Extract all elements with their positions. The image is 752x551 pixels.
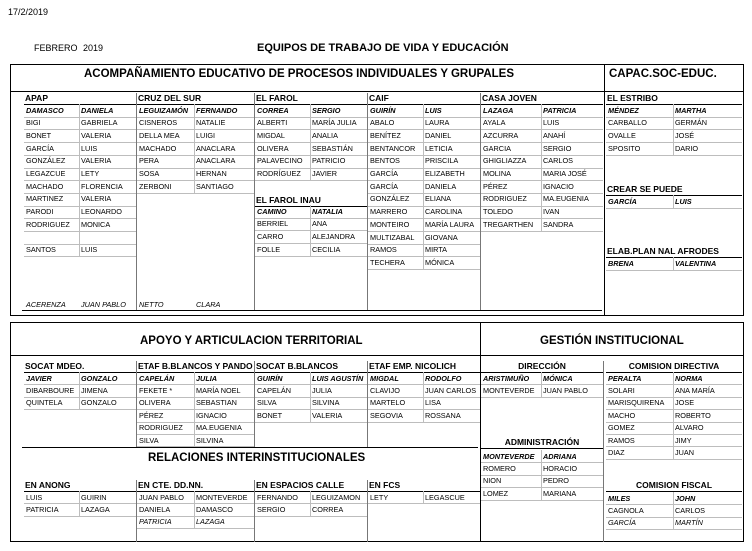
- row-divider: [24, 117, 136, 118]
- name-cell: CARRO: [257, 231, 284, 241]
- name-cell: MULTIZABAL: [370, 232, 415, 242]
- name-cell: VALERIA: [81, 194, 112, 204]
- subheader-cell: MILES: [608, 493, 631, 503]
- name-cell: MONTEIRO: [370, 219, 410, 229]
- column-divider: [79, 104, 80, 256]
- name-cell: AYALA: [483, 118, 506, 128]
- group-title: DIRECCIÓN: [518, 361, 566, 371]
- name-cell: NION: [483, 476, 502, 486]
- name-cell: PARODI: [26, 207, 54, 217]
- group-title: ADMINISTRACIÓN: [504, 437, 580, 447]
- group-title: ELAB.PLAN NAL AFRODES: [607, 246, 719, 256]
- name-cell: MARTÍN: [675, 518, 703, 528]
- name-cell: CAPELÁN: [257, 385, 292, 395]
- name-cell: DIBARBOURE: [26, 385, 75, 395]
- column-divider: [423, 372, 424, 422]
- name-cell: SERGIO: [543, 143, 572, 153]
- row-divider: [255, 256, 367, 257]
- name-cell: CAROLINA: [425, 207, 463, 217]
- name-cell: GHIGLIAZZA: [483, 156, 527, 166]
- table-border: [136, 93, 137, 310]
- group-title: CREAR SE PUEDE: [607, 184, 683, 194]
- subheader-cell: LUIS: [675, 196, 692, 206]
- name-cell: RODRIGUEZ: [483, 194, 527, 204]
- name-cell: DANIELA: [425, 181, 457, 191]
- name-cell: MACHO: [608, 410, 636, 420]
- row-divider: [606, 270, 742, 271]
- row-divider: [481, 231, 603, 232]
- name-cell: CECILIA: [312, 244, 341, 254]
- subheader-cell: MÓNICA: [543, 373, 573, 383]
- row-divider: [606, 155, 742, 156]
- name-cell: JIMENA: [81, 385, 108, 395]
- section-capac: CAPAC.SOC-EDUC.: [609, 68, 717, 80]
- subheader-cell: LAZAGA: [483, 105, 514, 115]
- row-divider: [606, 529, 742, 530]
- footer-cell: CLARA: [196, 300, 221, 309]
- name-cell: VALERIA: [81, 156, 112, 166]
- column-divider: [541, 450, 542, 500]
- name-cell: SILVINA: [312, 398, 340, 408]
- column-divider: [673, 195, 674, 208]
- row-divider: [24, 231, 136, 232]
- subheader-cell: CORREA: [257, 105, 289, 115]
- name-cell: ALVARO: [675, 423, 704, 433]
- name-cell: SEBASTIÁN: [312, 143, 353, 153]
- subheader-cell: NORMA: [675, 373, 703, 383]
- subheader-cell: GUIRÍN: [370, 105, 396, 115]
- name-cell: LISA: [425, 398, 441, 408]
- column-divider: [423, 104, 424, 269]
- column-divider: [194, 104, 195, 193]
- column-divider: [310, 491, 311, 516]
- section-gestion: GESTIÓN INSTITUCIONAL: [540, 335, 684, 347]
- name-cell: LAZAGA: [196, 517, 225, 527]
- name-cell: GONZÁLEZ: [370, 194, 410, 204]
- footer-cell: JUAN PABLO: [81, 300, 126, 309]
- row-divider: [606, 459, 742, 460]
- name-cell: MARTELO: [370, 398, 406, 408]
- column-divider: [310, 104, 311, 180]
- name-cell: LEGASCUE: [425, 492, 465, 502]
- name-cell: GERMÁN: [675, 118, 708, 128]
- table-border: [136, 361, 137, 447]
- name-cell: GIOVANA: [425, 232, 458, 242]
- subheader-cell: PATRICIA: [543, 105, 577, 115]
- subheader-cell: JULIA: [196, 373, 218, 383]
- name-cell: OLIVERA: [139, 398, 171, 408]
- name-cell: MARIANA: [543, 488, 577, 498]
- name-cell: JOSE: [675, 398, 695, 408]
- section-relaciones: RELACIONES INTERINSTITUCIONALES: [148, 452, 366, 464]
- row-divider: [137, 446, 254, 447]
- group-title: SOCAT MDEO.: [25, 361, 85, 371]
- footer-cell: ACERENZA: [26, 300, 66, 309]
- name-cell: MARTINEZ: [26, 194, 64, 204]
- name-cell: DANIELA: [139, 504, 171, 514]
- table-border: [136, 480, 137, 542]
- table-border: [367, 93, 368, 310]
- subheader-cell: CAMINO: [257, 206, 287, 216]
- name-cell: ALBERTI: [257, 118, 288, 128]
- row-divider: [137, 193, 254, 194]
- name-cell: HERNAN: [196, 169, 227, 178]
- name-cell: RODRIGUEZ: [26, 219, 70, 229]
- group-title: CAIF: [369, 93, 389, 103]
- name-cell: PÉREZ: [483, 181, 508, 191]
- name-cell: MACHADO: [26, 181, 64, 191]
- subheader-cell: JOHN: [675, 493, 696, 503]
- name-cell: BONET: [257, 410, 283, 420]
- row-divider: [255, 180, 367, 181]
- name-cell: ANAHÍ: [543, 130, 566, 140]
- name-cell: BONET: [26, 130, 52, 140]
- name-cell: LUIS: [26, 492, 43, 502]
- group-title: CRUZ DEL SUR: [138, 93, 202, 103]
- subheader-cell: LEGUIZAMÓN: [139, 105, 189, 115]
- name-cell: IGNACIO: [196, 410, 227, 420]
- column-divider: [194, 372, 195, 446]
- name-cell: JAVIER: [312, 169, 338, 178]
- name-cell: SOLARI: [608, 385, 635, 395]
- name-cell: ANA: [312, 219, 328, 229]
- subheader-cell: DAMASCO: [26, 105, 64, 115]
- name-cell: DARIO: [675, 143, 699, 153]
- name-cell: ROMERO: [483, 463, 516, 473]
- name-cell: LEONARDO: [81, 207, 122, 217]
- name-cell: GONZALO: [81, 398, 117, 408]
- name-cell: MIRTA: [425, 245, 448, 255]
- name-cell: LAURA: [425, 118, 450, 128]
- name-cell: GARCIA: [483, 143, 511, 153]
- name-cell: ELIANA: [425, 194, 451, 204]
- name-cell: SEBASTIAN: [196, 398, 237, 408]
- row-divider: [24, 409, 136, 410]
- name-cell: JIMY: [675, 435, 692, 445]
- subheader-cell: LUIS AGUSTÍN: [312, 373, 364, 383]
- name-cell: RAMOS: [608, 435, 635, 445]
- name-cell: FERNANDO: [257, 492, 298, 502]
- name-cell: MONTEVERDE: [483, 385, 535, 395]
- name-cell: MARÍA LAURA: [425, 219, 475, 229]
- row-divider: [368, 503, 480, 504]
- name-cell: HORACIO: [543, 463, 578, 473]
- table-border: [367, 361, 368, 447]
- group-title: SOCAT B.BLANCOS: [256, 361, 339, 371]
- column-divider: [423, 491, 424, 503]
- row-divider: [481, 397, 603, 398]
- subheader-cell: GARCÍA: [608, 196, 637, 206]
- name-cell: CAGNOLA: [608, 505, 644, 515]
- name-cell: GOMEZ: [608, 423, 635, 433]
- column-divider: [541, 372, 542, 397]
- title-divider: [481, 448, 603, 449]
- name-cell: PEDRO: [543, 476, 569, 486]
- name-cell: ALEJANDRA: [312, 231, 355, 241]
- subheader-cell: JAVIER: [26, 373, 52, 383]
- name-cell: IGNACIO: [543, 181, 574, 191]
- group-title: EN ESPACIOS CALLE: [256, 480, 345, 490]
- name-cell: MONTEVERDE: [196, 492, 248, 502]
- name-cell: ANACLARA: [196, 156, 236, 166]
- row-divider: [24, 516, 136, 517]
- name-cell: MÓNICA: [425, 257, 455, 267]
- name-cell: PATRICIA: [139, 517, 172, 527]
- name-cell: LAZAGA: [81, 504, 110, 514]
- name-cell: JULIA: [312, 385, 332, 395]
- name-cell: DELLA MEA: [139, 130, 180, 140]
- name-cell: JUAN CARLOS: [425, 385, 477, 395]
- name-cell: MARIA JOSÉ: [543, 169, 587, 178]
- name-cell: FEKETE *: [139, 385, 173, 395]
- name-cell: SILVINA: [196, 435, 224, 445]
- subheader-cell: ADRIANA: [543, 451, 577, 461]
- table-border: [367, 480, 368, 542]
- name-cell: OLIVERA: [257, 143, 289, 153]
- name-cell: LUIS: [81, 143, 98, 153]
- name-cell: GARCÍA: [370, 181, 398, 191]
- name-cell: RODRIGUEZ: [139, 423, 183, 433]
- name-cell: MARÍA JULIA: [312, 118, 357, 128]
- row-divider: [24, 256, 136, 257]
- subheader-cell: LUIS: [425, 105, 442, 115]
- name-cell: ROSSANA: [425, 410, 461, 420]
- name-cell: GABRIELA: [81, 118, 118, 128]
- name-cell: PALAVECINO: [257, 156, 303, 166]
- name-cell: LETY: [81, 169, 100, 178]
- subheader-cell: VALENTINA: [675, 258, 717, 268]
- table-border: [603, 361, 604, 542]
- name-cell: OVALLE: [608, 130, 636, 140]
- group-title: EL ESTRIBO: [607, 93, 658, 103]
- subheader-cell: MIGDAL: [370, 373, 399, 383]
- name-cell: LUIS: [81, 245, 98, 255]
- subheader-cell: GONZALO: [81, 373, 118, 383]
- name-cell: QUINTELA: [26, 398, 63, 408]
- group-title: APAP: [25, 93, 48, 103]
- name-cell: MARÍA NOEL: [196, 385, 241, 395]
- name-cell: MOLINA: [483, 169, 511, 178]
- name-cell: PRISCILA: [425, 156, 459, 166]
- name-cell: LUIS: [543, 118, 560, 128]
- name-cell: MA.EUGENIA: [543, 194, 589, 204]
- footer-cell: NETTO: [139, 300, 164, 309]
- subheader-cell: NATALIA: [312, 206, 343, 216]
- group-title: EN FCS: [369, 480, 401, 490]
- column-divider: [541, 104, 542, 231]
- name-cell: CISNEROS: [139, 118, 178, 128]
- name-cell: VALERIA: [81, 130, 112, 140]
- name-cell: LOMEZ: [483, 488, 509, 498]
- name-cell: VALERIA: [312, 410, 343, 420]
- row-divider: [481, 500, 603, 501]
- group-title: COMISION DIRECTIVA: [628, 361, 720, 371]
- name-cell: PATRICIO: [312, 156, 346, 166]
- name-cell: SANTOS: [26, 245, 56, 255]
- name-cell: MARISQUIRENA: [608, 398, 665, 408]
- name-cell: NATALIE: [196, 118, 226, 128]
- name-cell: MARRERO: [370, 207, 408, 217]
- subheader-cell: MONTEVERDE: [483, 451, 535, 461]
- name-cell: BIGI: [26, 118, 41, 128]
- name-cell: GARCÍA: [608, 518, 636, 528]
- name-cell: RODRÍGUEZ: [257, 169, 301, 178]
- name-cell: BENÍTEZ: [370, 130, 401, 140]
- column-divider: [310, 372, 311, 422]
- group-title: ETAF EMP. NICOLICH: [369, 361, 457, 371]
- name-cell: JUAN PABLO: [139, 492, 184, 502]
- name-cell: SEGOVIA: [370, 410, 403, 420]
- name-cell: CARBALLO: [608, 118, 647, 128]
- name-cell: JUAN PABLO: [543, 385, 588, 395]
- name-cell: GONZÁLEZ: [26, 156, 66, 166]
- name-cell: CORREA: [312, 504, 344, 514]
- name-cell: GARCÍA: [370, 169, 398, 178]
- row-divider: [368, 422, 480, 423]
- name-cell: PATRICIA: [26, 504, 59, 514]
- subheader-cell: RODOLFO: [425, 373, 462, 383]
- row-divider: [255, 516, 367, 517]
- name-cell: CARLOS: [675, 505, 706, 515]
- name-cell: LETY: [370, 492, 389, 502]
- name-cell: TECHERA: [370, 257, 405, 267]
- group-title: CASA JOVEN: [482, 93, 537, 103]
- group-title: ETAF B.BLANCOS Y PANDO: [138, 361, 253, 371]
- row-divider: [606, 208, 742, 209]
- name-cell: SILVA: [257, 398, 277, 408]
- name-cell: SPOSITO: [608, 143, 641, 153]
- name-cell: GUIRIN: [81, 492, 107, 502]
- column-divider: [673, 257, 674, 270]
- column-divider: [673, 492, 674, 529]
- name-cell: SANDRA: [543, 219, 574, 229]
- name-cell: FOLLE: [257, 244, 281, 254]
- name-cell: BERRIEL: [257, 219, 289, 229]
- column-divider: [673, 372, 674, 459]
- name-cell: JOSÉ: [675, 130, 695, 140]
- name-cell: FLORENCIA: [81, 181, 123, 191]
- row-divider: [606, 446, 742, 447]
- group-title: EN CTE. DD.NN.: [138, 480, 204, 490]
- column-divider: [79, 372, 80, 409]
- month-label: FEBRERO: [34, 43, 78, 53]
- column-divider: [194, 491, 195, 528]
- name-cell: MACHADO: [139, 143, 177, 153]
- subheader-cell: SERGIO: [312, 105, 341, 115]
- print-date: 17/2/2019: [8, 7, 49, 17]
- name-cell: ROBERTO: [675, 410, 711, 420]
- name-cell: ZERBONI: [139, 181, 172, 191]
- name-cell: AZCURRA: [483, 130, 519, 140]
- name-cell: PÉREZ: [139, 410, 164, 420]
- column-divider: [673, 104, 674, 155]
- name-cell: IVAN: [543, 207, 560, 217]
- name-cell: MIGDAL: [257, 130, 285, 140]
- name-cell: DANIEL: [425, 130, 452, 140]
- name-cell: LETICIA: [425, 143, 453, 153]
- subheader-cell: MARTHA: [675, 105, 707, 115]
- subheader-cell: CAPELÁN: [139, 373, 175, 383]
- name-cell: ELIZABETH: [425, 169, 465, 178]
- name-cell: BENTOS: [370, 156, 400, 166]
- subheader-cell: MÉNDEZ: [608, 105, 639, 115]
- name-cell: ANA MARÍA: [675, 385, 715, 395]
- name-cell: CLAVIJO: [370, 385, 400, 395]
- column-divider: [310, 205, 311, 256]
- section-acompanamiento: ACOMPAÑAMIENTO EDUCATIVO DE PROCESOS INDIVIDUALES Y GRUPALES: [84, 68, 515, 80]
- name-cell: MA.EUGENIA: [196, 423, 242, 433]
- section-apoyo: APOYO Y ARTICULACION TERRITORIAL: [140, 335, 363, 347]
- column-divider: [79, 491, 80, 516]
- subheader-cell: ARISTIMUÑO: [483, 373, 530, 383]
- name-cell: MONICA: [81, 219, 111, 229]
- name-cell: TREGARTHEN: [483, 219, 534, 229]
- year-label: 2019: [83, 43, 104, 53]
- name-cell: ABALO: [370, 118, 395, 128]
- name-cell: JUAN: [675, 447, 695, 457]
- name-cell: DIAZ: [608, 447, 625, 457]
- name-cell: LUIGI: [196, 130, 216, 140]
- name-cell: LEGUIZAMON: [312, 492, 361, 502]
- subheader-cell: GUIRÍN: [257, 373, 283, 383]
- name-cell: PERA: [139, 156, 159, 166]
- name-cell: SANTIAGO: [196, 181, 234, 191]
- group-title: COMISION FISCAL: [635, 480, 713, 490]
- table-border: [480, 93, 481, 310]
- group-title: EL FAROL INAU: [256, 195, 321, 205]
- name-cell: LEGAZCUE: [26, 169, 66, 178]
- name-cell: RAMOS: [370, 245, 397, 255]
- name-cell: BENTANCOR: [370, 143, 416, 153]
- subheader-cell: FERNANDO: [196, 105, 238, 115]
- name-cell: GARCÍA: [26, 143, 54, 153]
- subheader-cell: DANIELA: [81, 105, 114, 115]
- name-cell: DAMASCO: [196, 504, 233, 514]
- group-title: EL FAROL: [256, 93, 298, 103]
- page-title: EQUIPOS DE TRABAJO DE VIDA Y EDUCACIÓN: [257, 42, 509, 54]
- name-cell: ANACLARA: [196, 143, 236, 153]
- name-cell: SILVA: [139, 435, 159, 445]
- table-border: [254, 93, 255, 310]
- name-cell: ANALIA: [312, 130, 338, 140]
- table-border: [254, 361, 255, 447]
- name-cell: SERGIO: [257, 504, 286, 514]
- row-divider: [137, 528, 254, 529]
- group-title: EN ANONG: [25, 480, 71, 490]
- name-cell: TOLEDO: [483, 207, 513, 217]
- title-divider: [606, 491, 742, 492]
- subheader-cell: BRENA: [608, 258, 634, 268]
- name-cell: CARLOS: [543, 156, 574, 166]
- row-divider: [255, 422, 367, 423]
- table-border: [254, 480, 255, 542]
- name-cell: SOSA: [139, 169, 160, 178]
- row-divider: [368, 269, 480, 270]
- subheader-cell: PERALTA: [608, 373, 642, 383]
